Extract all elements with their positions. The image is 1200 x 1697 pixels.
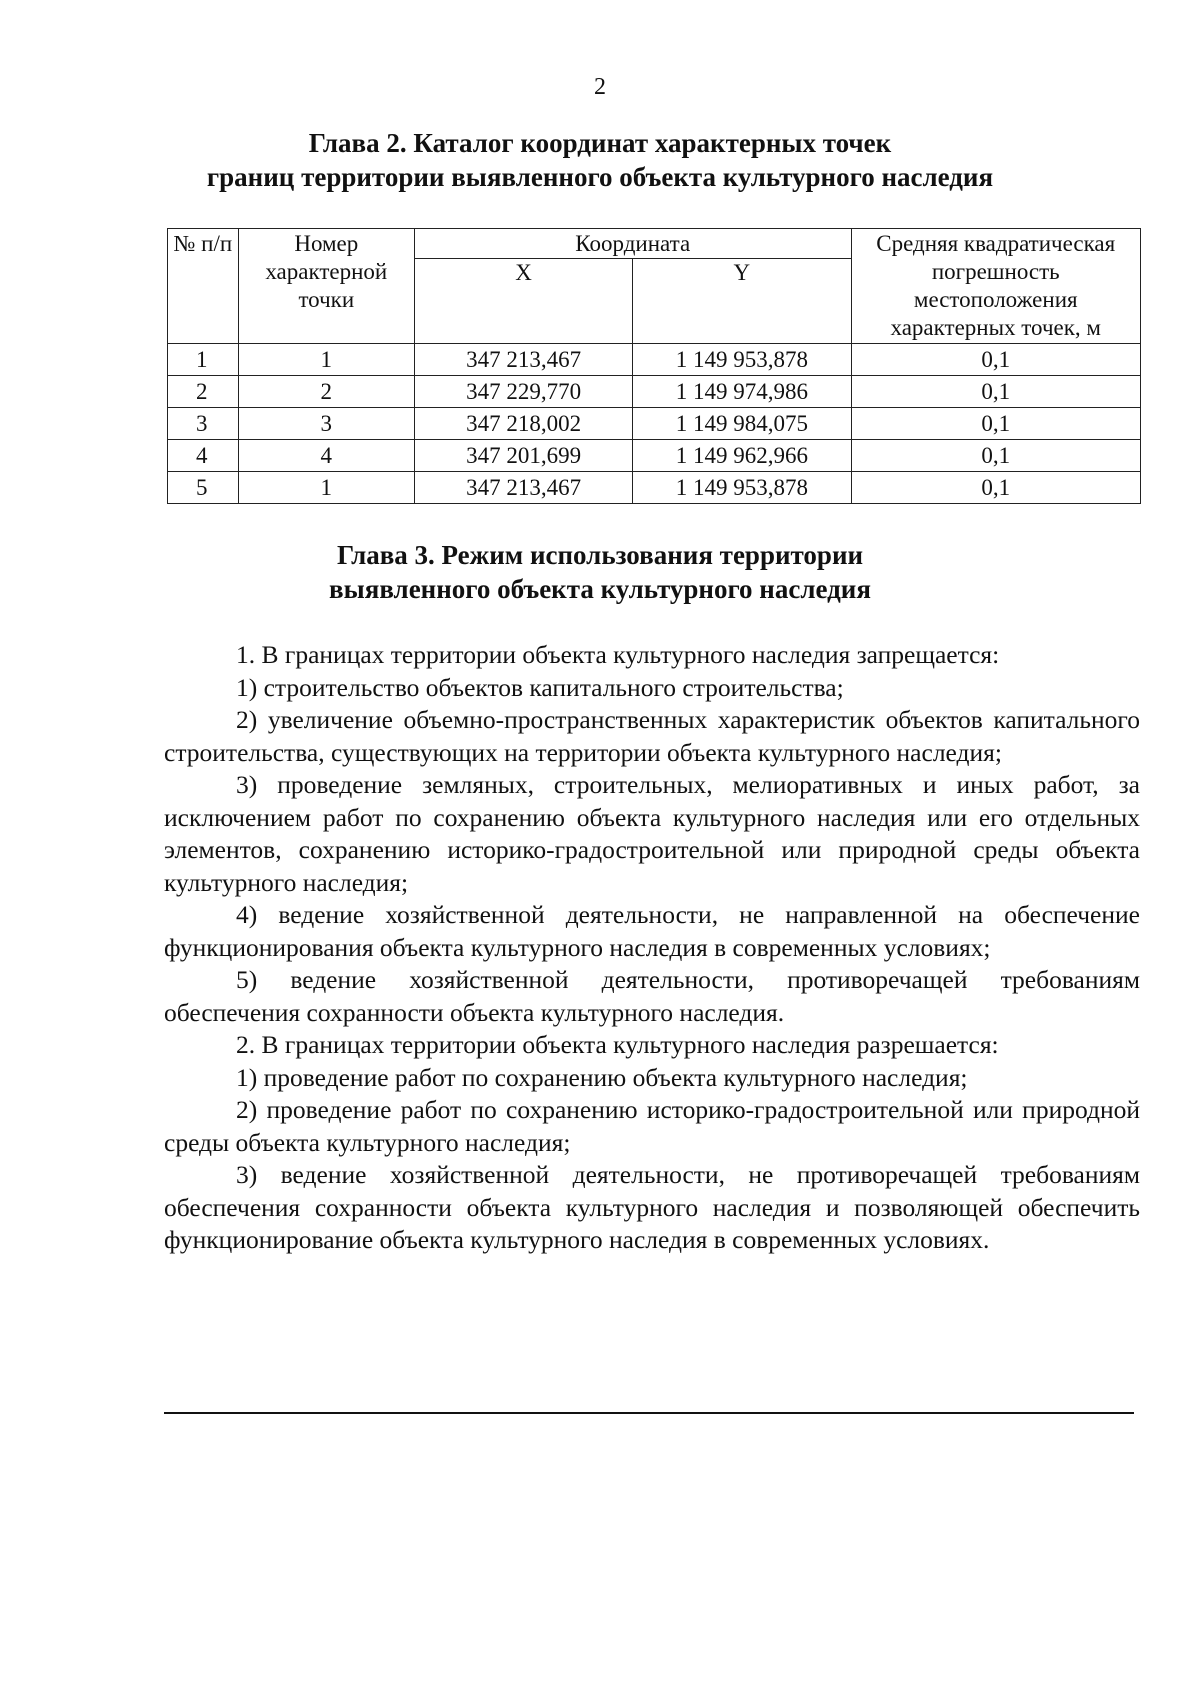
chapter-2-title-line-2: границ территории выявленного объекта культурного наследия [206, 162, 994, 192]
cell-error: 0,1 [851, 376, 1141, 408]
header-point-number: Номер характерной точки [238, 229, 414, 344]
footer-divider [164, 1412, 1134, 1414]
paragraph: 3) проведение земляных, строительных, мелиоративных и иных работ, за исключением работ по сохранению объекта культурного наследия или его отдельных элементов, сохранению историко-градостроительной или природной среды объекта культурного наследия; [164, 770, 1140, 897]
paragraph: 5) ведение хозяйственной деятельности, противоречащей требованиям обеспечения сохранности объекта культурного наследия. [164, 965, 1140, 1027]
paragraph: 1. В границах территории объекта культурного наследия запрещается: [236, 640, 1000, 669]
cell-y: 1 149 974,986 [633, 376, 851, 408]
table-row [168, 344, 1141, 376]
cell-x: 347 201,699 [414, 440, 632, 472]
paragraph: 1) проведение работ по сохранению объекта культурного наследия; [236, 1062, 968, 1092]
table-row [168, 440, 1141, 472]
chapter-3-title [0, 538, 1200, 606]
cell-num: 3 [168, 408, 239, 440]
cell-error: 0,1 [851, 344, 1141, 376]
paragraph: 4) ведение хозяйственной деятельности, не направленной на обеспечение функционирования объекта культурного наследия в современных условиях; [164, 900, 1140, 962]
cell-y: 1 149 953,878 [633, 472, 851, 504]
chapter-2-title-line-1: Глава 2. Каталог координат характерных точек [308, 128, 892, 158]
cell-error: 0,1 [851, 408, 1141, 440]
cell-y: 1 149 953,878 [633, 344, 851, 376]
cell-num: 4 [168, 440, 239, 472]
paragraph: 3) ведение хозяйственной деятельности, не противоречащей требованиям обеспечения сохранности объекта культурного наследия и позволяющей обеспечить функционирование объекта культурного наследия в современных условиях. [164, 1160, 1140, 1254]
header-number: № п/п [168, 229, 239, 344]
cell-x: 347 229,770 [414, 376, 632, 408]
cell-x: 347 218,002 [414, 408, 632, 440]
regulations-text [164, 639, 1140, 1257]
paragraph: 2. В границах территории объекта культурного наследия разрешается: [236, 1030, 999, 1059]
cell-point: 2 [238, 376, 414, 408]
coordinates-table [167, 228, 1141, 504]
cell-num: 1 [168, 344, 239, 376]
paragraph: 2) проведение работ по сохранению историко-градостроительной или природной среды объекта культурного наследия; [164, 1095, 1140, 1157]
table-row [168, 472, 1141, 504]
cell-point: 3 [238, 408, 414, 440]
chapter-3-title-line-1: Глава 3. Режим использования территории [336, 540, 864, 570]
table-row [168, 408, 1141, 440]
cell-num: 5 [168, 472, 239, 504]
header-y: Y [633, 259, 851, 344]
cell-point: 1 [238, 472, 414, 504]
paragraph: 1) строительство объектов капитального строительства; [236, 672, 844, 702]
cell-num: 2 [168, 376, 239, 408]
paragraph: 2) увеличение объемно-пространственных характеристик объектов капитального строительства, существующих на территории объекта культурного наследия; [164, 705, 1140, 767]
cell-y: 1 149 962,966 [633, 440, 851, 472]
header-error: Средняя квадратическая погрешность местоположения характерных точек, м [851, 229, 1141, 344]
cell-y: 1 149 984,075 [633, 408, 851, 440]
header-x: X [414, 259, 632, 344]
header-coordinate: Координата [414, 229, 851, 259]
cell-error: 0,1 [851, 472, 1141, 504]
chapter-3-title-line-2: выявленного объекта культурного наследия [329, 574, 871, 604]
page-number: 2 [594, 74, 606, 100]
chapter-2-title [0, 126, 1200, 194]
cell-x: 347 213,467 [414, 344, 632, 376]
cell-point: 4 [238, 440, 414, 472]
cell-x: 347 213,467 [414, 472, 632, 504]
table-row [168, 376, 1141, 408]
cell-error: 0,1 [851, 440, 1141, 472]
cell-point: 1 [238, 344, 414, 376]
